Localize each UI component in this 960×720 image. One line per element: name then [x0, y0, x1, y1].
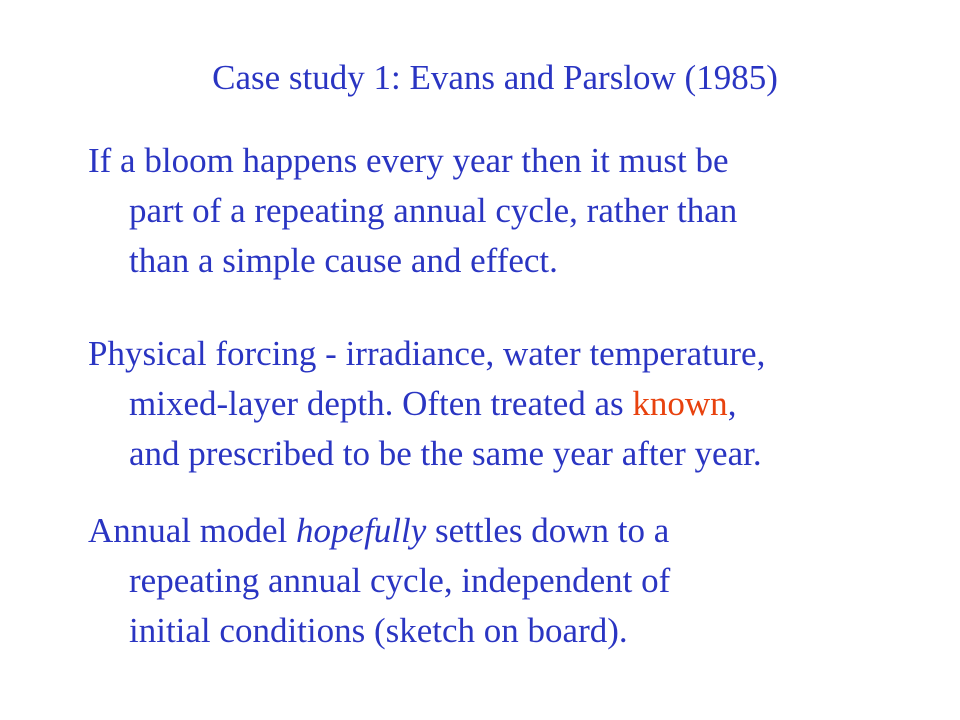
paragraph-line	[88, 379, 948, 429]
paragraph-line: and prescribed to be the same year after year.	[129, 434, 762, 473]
text-segment: settles down to a	[426, 511, 670, 550]
paragraph-line: repeating annual cycle, independent of	[129, 561, 671, 600]
text-segment: mixed-layer depth. Often treated as	[129, 384, 633, 423]
highlighted-word-known: known	[632, 384, 728, 423]
emphasized-word-hopefully: hopefully	[296, 511, 427, 550]
paragraph-line: than a simple cause and effect.	[129, 241, 558, 280]
slide-title: Case study 1: Evans and Parslow (1985)	[212, 58, 778, 97]
text-segment: Annual model	[88, 511, 297, 550]
paragraph-physical-forcing	[88, 329, 948, 479]
paragraph-bloom-cycle	[88, 136, 948, 286]
paragraph-line: If a bloom happens every year then it must be	[88, 141, 729, 180]
text-segment: ,	[727, 384, 737, 423]
paragraph-line: initial conditions (sketch on board).	[129, 611, 628, 650]
paragraph-line: part of a repeating annual cycle, rather than	[129, 191, 738, 230]
paragraph-annual-model	[88, 506, 948, 656]
paragraph-line: Physical forcing - irradiance, water temperature,	[88, 334, 766, 373]
paragraph-line	[88, 506, 948, 556]
